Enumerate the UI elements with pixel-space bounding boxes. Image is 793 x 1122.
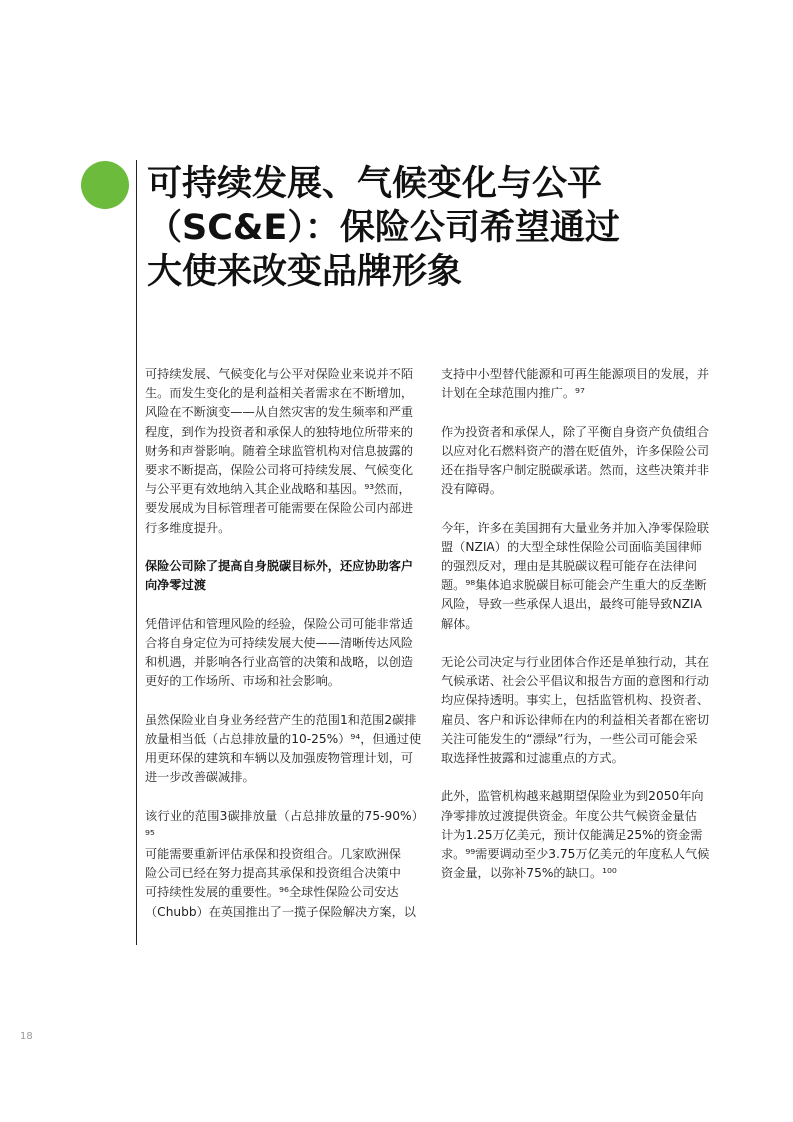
paragraph-renewables: 支持中小型替代能源和可再生能源项目的发展，并 计划在全球范围内推广。⁹⁷	[441, 367, 710, 401]
green-circle-icon	[81, 161, 129, 209]
paragraph-scope-1-2: 虽然保险业自身业务经营产生的范围1和范围2碳排 放量相当低（占总排放量的10-25%）⁹⁴，但通过使 用更环保的建筑和车辆以及加强废物管理计划，可 进一步改善碳减排。	[145, 712, 422, 785]
title-line-3: 大使来改变品牌形象	[147, 252, 463, 292]
paragraph-climate-finance: 此外，监管机构越来越期望保险业为到2050年向 净零排放过渡提供资金。年度公共气候资金量估 计为1.25万亿美元，预计仅能满足25%的资金需 求。⁹⁹需要调动至少3.75万亿美元的年度私人气候 资金量，以弥补75%的缺口。¹⁰⁰	[441, 789, 710, 881]
paragraph-scope-3: 该行业的范围3碳排放量（占总排放量的75-90%）⁹⁵ 可能需要重新评估承保和投资组合。几家欧洲保 险公司已经在努力提高其承保和投资组合决策中 可持续性发展的重要性。⁹⁶全球性保险公司安达 （Chubb）在英国推出了一揽子保险解决方案，以	[145, 808, 424, 919]
paragraph-transparency: 无论公司决定与行业团体合作还是单独行动，其在 气候承诺、社会公平倡议和报告方面的意图和行动 均应保持透明。事实上，包括监管机构、投资者、 雇员、客户和诉讼律师在内的利益相关者都在密切 关注可能发生的“漂绿”行为，一些公司可能会采 取选择性披露和过滤重点的方式。	[441, 655, 710, 766]
title-line-2: （SC&E）：保险公司希望通过	[147, 208, 620, 248]
section-heading: 保险公司除了提高自身脱碳目标外，还应协助客户 向净零过渡	[145, 559, 414, 593]
paragraph-intro: 可持续发展、气候变化与公平对保险业来说并不陌 生。而发生变化的是利益相关者需求在不断增加， 风险在不断演变——从自然灾害的发生频率和严重 程度，到作为投资者和承保人的独特地位所带来的 财务和声誉影响。随着全球监管机构对信息披露的 要求不断提高，保险公司将可持续发展、气候变化 与公平更有效地纳入其企业战略和基因。⁹³然而， 要发展成为目标管理者可能需要在保险公司内部进 行多维度提升。	[145, 367, 414, 535]
right-column	[441, 365, 720, 883]
page-number: 18	[20, 1031, 33, 1042]
vertical-divider	[136, 160, 137, 945]
paragraph-nzia: 今年，许多在美国拥有大量业务并加入净零保险联 盟（NZIA）的大型全球性保险公司面临美国律师 的强烈反对，理由是其脱碳议程可能存在法律问 题。⁹⁸集体追求脱碳目标可能会产生重大的反垄断 风险，导致一些承保人退出，最终可能导致NZIA 解体。	[441, 520, 710, 631]
paragraph-ambassador: 凭借评估和管理风险的经验，保险公司可能非常适 合将自身定位为可持续发展大使——清晰传达风险 和机遇，并影响各行业高管的决策和战略，以创造 更好的工作场所、市场和社会影响。	[145, 616, 414, 689]
title-line-1: 可持续发展、气候变化与公平	[147, 164, 603, 204]
page-title	[147, 162, 747, 294]
paragraph-investors: 作为投资者和承保人，除了平衡自身资产负债组合 以应对化石燃料资产的潜在贬值外，许多保险公司 还在指导客户制定脱碳承诺。然而，这些决策并非 没有障碍。	[441, 424, 710, 497]
left-column	[145, 365, 424, 922]
